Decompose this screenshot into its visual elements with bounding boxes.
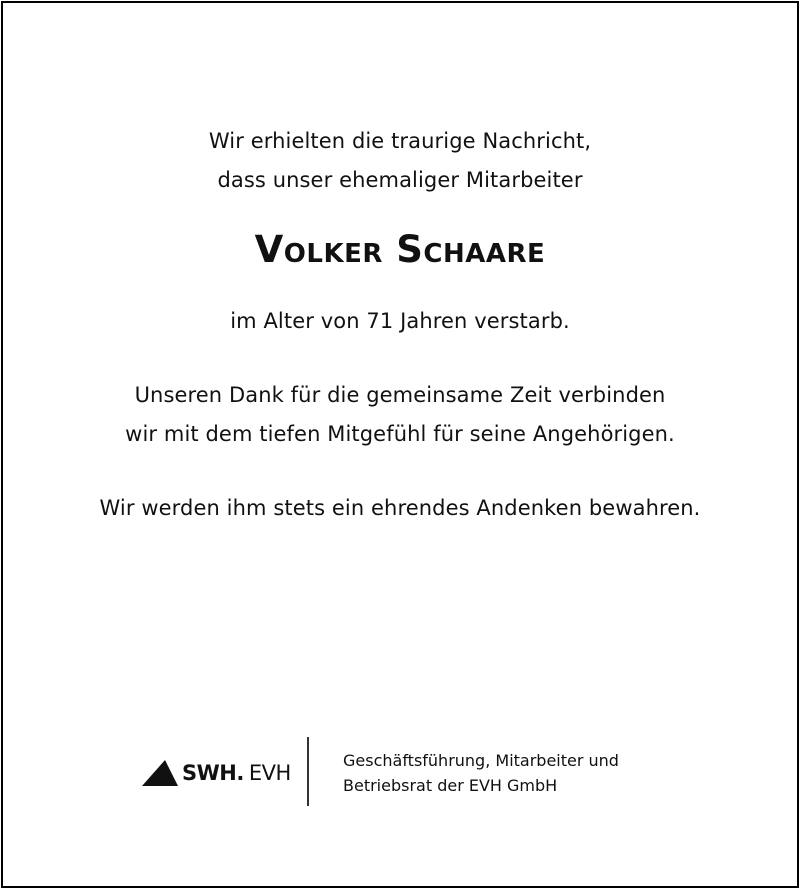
intro-line-2: dass unser ehemaliger Mitarbeiter (217, 168, 583, 192)
triangle-logo-icon (142, 760, 178, 786)
logo-swh-text: SWH. (182, 761, 244, 785)
signature-block (343, 748, 619, 798)
signature-line-1: Geschäftsführung, Mitarbeiter und (343, 751, 619, 770)
closing-line: Wir werden ihm stets ein ehrendes Andenken bewahren. (99, 496, 701, 520)
logo-wordmark (182, 761, 291, 785)
logo-evh-text: EVH (248, 761, 291, 785)
footer (0, 730, 800, 810)
company-logo (142, 758, 291, 788)
intro-line-1: Wir erhielten die traurige Nachricht, (208, 129, 592, 153)
deceased-name: Volker Schaare (254, 228, 546, 271)
footer-divider (307, 737, 309, 806)
thanks-line-1: Unseren Dank für die gemeinsame Zeit verbinden (134, 383, 666, 407)
thanks-line-2: wir mit dem tiefen Mitgefühl für seine Angehörigen. (125, 422, 675, 446)
signature-line-2: Betriebsrat der EVH GmbH (343, 776, 558, 795)
age-line: im Alter von 71 Jahren verstarb. (230, 309, 570, 333)
